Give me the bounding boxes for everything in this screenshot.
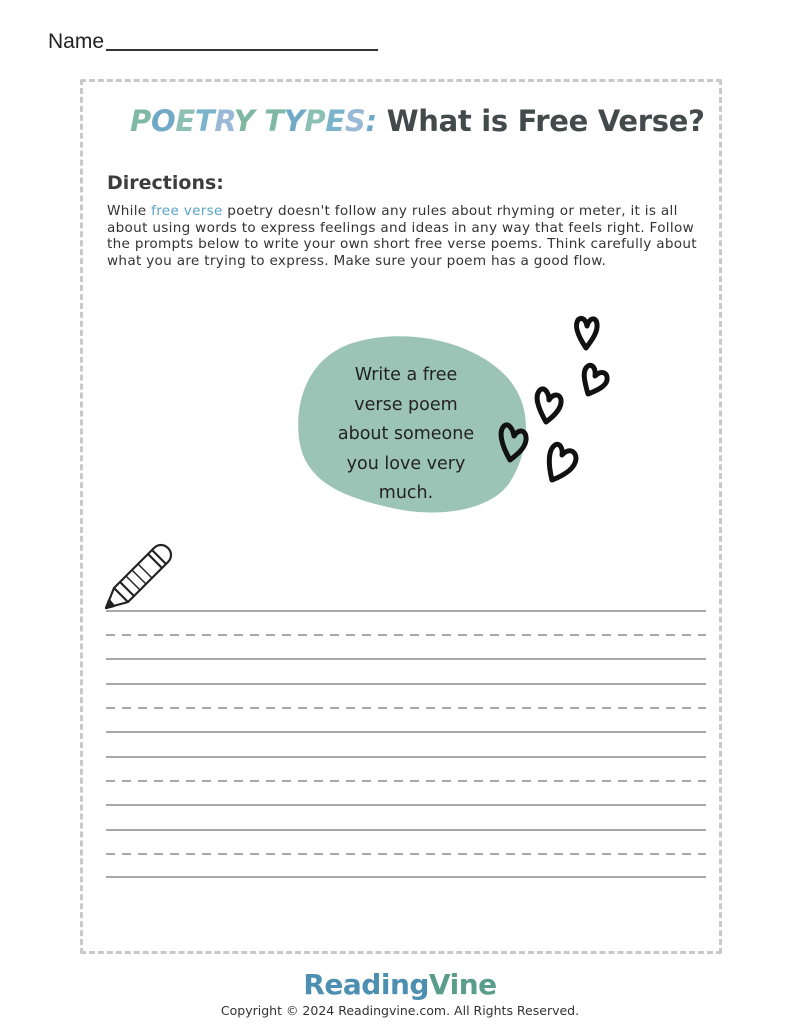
heart-icon	[537, 389, 561, 422]
title-types	[264, 104, 377, 138]
name-field	[48, 30, 378, 54]
prompt-line: Write a free	[354, 365, 458, 385]
prompt-line: about someone	[337, 424, 475, 444]
prompt-line: much.	[378, 483, 434, 503]
title-letter: Y	[233, 104, 255, 138]
title-letter: O	[150, 104, 176, 138]
title-letter: T	[194, 104, 215, 138]
title-poetry	[130, 104, 264, 138]
directions-text	[107, 203, 707, 269]
title-letter: E	[325, 104, 345, 138]
directions-text-start: While	[107, 203, 152, 219]
title-letter: P	[304, 104, 326, 138]
heart-icon	[501, 425, 526, 460]
title-question: What is Free Verse?	[386, 104, 705, 138]
pencil-icon	[100, 540, 176, 612]
worksheet-title	[130, 104, 705, 138]
directions-label: Directions:	[107, 172, 224, 194]
title-letter: S	[344, 104, 366, 138]
name-underline	[106, 31, 378, 51]
title-letter: E	[175, 104, 195, 138]
hearts-decoration	[490, 308, 630, 498]
free-verse-highlight: free verse	[151, 203, 223, 219]
prompt-text	[316, 361, 496, 509]
logo-vine: Vine	[428, 968, 497, 1001]
logo-reading: Reading	[303, 968, 429, 1001]
name-label: Name	[48, 30, 105, 53]
title-letter: P	[130, 104, 151, 138]
title-letter: :	[365, 104, 377, 138]
prompt-line: verse poem	[354, 394, 458, 415]
prompt-line: you love very	[346, 453, 466, 474]
writing-lines	[106, 609, 706, 879]
heart-icon	[549, 444, 576, 480]
copyright-text: Copyright © 2024 Readingvine.com. All Rights Reserved.	[220, 1003, 580, 1018]
readingvine-logo	[0, 968, 800, 1001]
directions-text-end: poetry doesn't follow any rules about rhyming or meter, it is all about using words to express feelings and ideas in any way that feels right. Follow the prompts below to write your own short free verse poems. Think carefully about what you are trying to express. Make sure your poem has a good flow.	[107, 203, 697, 269]
title-letter: T	[264, 104, 284, 138]
title-letter: Y	[283, 104, 305, 138]
heart-icon	[584, 365, 607, 394]
title-letter: R	[214, 104, 234, 138]
heart-icon	[576, 318, 597, 348]
